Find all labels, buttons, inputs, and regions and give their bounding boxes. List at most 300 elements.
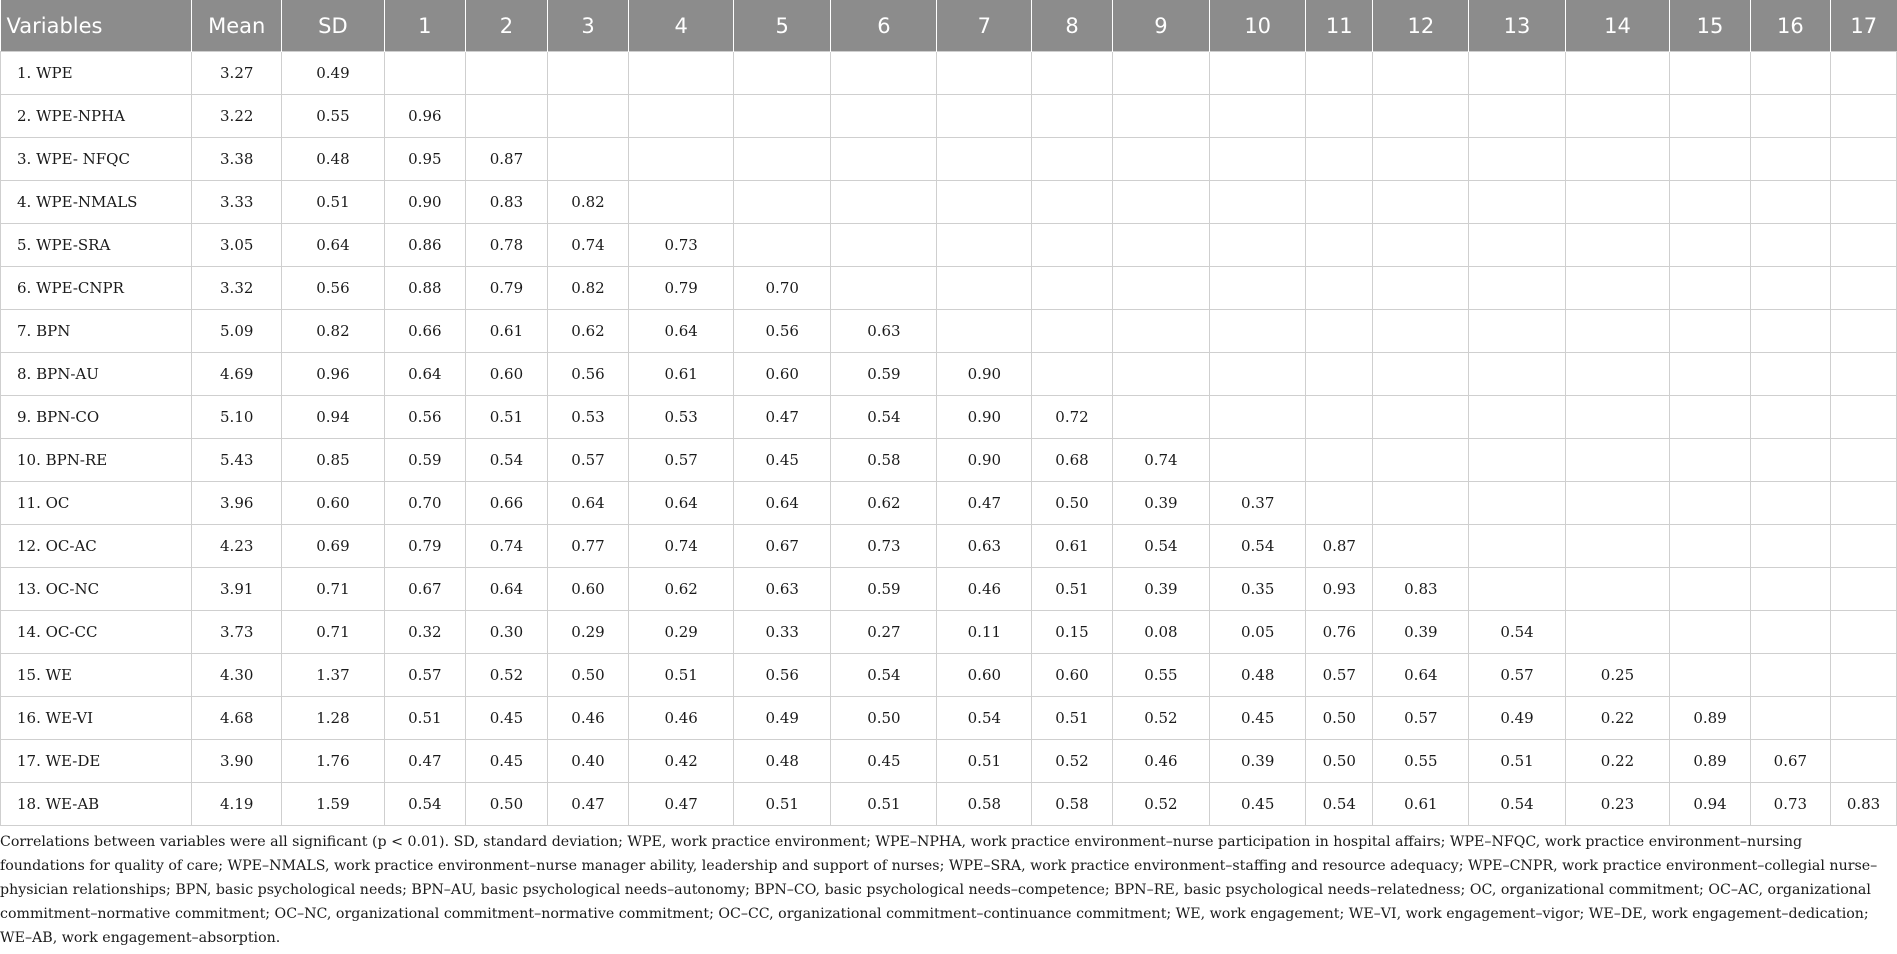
empty-cell	[1831, 181, 1897, 224]
empty-cell	[1750, 654, 1830, 697]
empty-cell	[1373, 138, 1469, 181]
empty-cell	[1306, 439, 1373, 482]
sd-value: 0.85	[282, 439, 384, 482]
sd-value: 0.64	[282, 224, 384, 267]
correlation-cell: 0.83	[1373, 568, 1469, 611]
correlation-cell: 0.05	[1210, 611, 1306, 654]
empty-cell	[1032, 310, 1112, 353]
empty-cell	[1373, 525, 1469, 568]
empty-cell	[1670, 568, 1750, 611]
correlation-cell: 0.45	[1210, 697, 1306, 740]
correlation-cell: 0.89	[1670, 697, 1750, 740]
correlation-cell: 0.46	[937, 568, 1032, 611]
correlation-cell: 0.30	[466, 611, 548, 654]
empty-cell	[1565, 353, 1670, 396]
correlation-cell: 0.58	[1032, 783, 1112, 826]
correlation-cell: 0.82	[547, 181, 629, 224]
header-col-7: 7	[937, 0, 1032, 52]
header-col-9: 9	[1112, 0, 1209, 52]
table-row	[1, 52, 1897, 95]
correlation-cell: 0.54	[1112, 525, 1209, 568]
empty-cell	[1670, 353, 1750, 396]
empty-cell	[1831, 267, 1897, 310]
correlation-cell: 0.57	[1469, 654, 1565, 697]
correlation-cell: 0.90	[384, 181, 466, 224]
correlation-cell: 0.76	[1306, 611, 1373, 654]
sd-value: 0.82	[282, 310, 384, 353]
empty-cell	[1112, 310, 1209, 353]
empty-cell	[937, 224, 1032, 267]
correlation-cell: 0.47	[734, 396, 831, 439]
mean-value: 3.32	[192, 267, 282, 310]
empty-cell	[937, 310, 1032, 353]
correlation-cell: 0.46	[547, 697, 629, 740]
empty-cell	[1373, 52, 1469, 95]
table-row	[1, 310, 1897, 353]
correlation-cell: 0.51	[831, 783, 937, 826]
correlation-cell: 0.93	[1306, 568, 1373, 611]
empty-cell	[1373, 310, 1469, 353]
table-footnote: Correlations between variables were all significant (p < 0.01). SD, standard deviation; WPE, work practice environment; WPE–NPHA, work practice environment–nurse participation in hospital affairs; WPE–NFQC, work practice environment–nursing foundations for quality of care; WPE–NMALS, work practice environment–nurse manager ability, leadership and support of nurses; WPE–SRA, work practice environment–staffing and resource adequacy; WPE–CNPR, work practice environment–collegial nurse–physician relationships; BPN, basic psychological needs; BPN–AU, basic psychological needs–autonomy; BPN–CO, basic psychological needs–competence; BPN–RE, basic psychological needs–relatedness; OC, organizational commitment; OC–AC, organizational commitment–normative commitment; OC–NC, organizational commitment–normative commitment; OC–CC, organizational commitment–continuance commitment; WE, work engagement; WE–VI, work engagement–vigor; WE–DE, work engagement–dedication; WE–AB, work engagement–absorption.	[0, 834, 1878, 946]
empty-cell	[1831, 138, 1897, 181]
empty-cell	[1670, 138, 1750, 181]
correlation-cell: 0.23	[1565, 783, 1670, 826]
empty-cell	[1565, 224, 1670, 267]
empty-cell	[1032, 353, 1112, 396]
empty-cell	[547, 95, 629, 138]
empty-cell	[1373, 224, 1469, 267]
table-row	[1, 396, 1897, 439]
empty-cell	[1831, 224, 1897, 267]
correlation-cell: 0.52	[1112, 783, 1209, 826]
correlation-cell: 0.56	[734, 310, 831, 353]
correlation-cell: 0.56	[734, 654, 831, 697]
header-col-10: 10	[1210, 0, 1306, 52]
empty-cell	[831, 181, 937, 224]
variable-label: 16. WE-VI	[1, 697, 192, 740]
empty-cell	[937, 95, 1032, 138]
empty-cell	[1032, 224, 1112, 267]
variable-label: 5. WPE-SRA	[1, 224, 192, 267]
correlation-cell: 0.32	[384, 611, 466, 654]
variable-label: 10. BPN-RE	[1, 439, 192, 482]
empty-cell	[831, 52, 937, 95]
empty-cell	[831, 224, 937, 267]
correlation-cell: 0.08	[1112, 611, 1209, 654]
table-row	[1, 138, 1897, 181]
empty-cell	[1750, 181, 1830, 224]
empty-cell	[1373, 439, 1469, 482]
empty-cell	[1670, 654, 1750, 697]
variable-label: 9. BPN-CO	[1, 396, 192, 439]
correlation-cell: 0.64	[629, 310, 734, 353]
header-col-13: 13	[1469, 0, 1565, 52]
correlation-cell: 0.63	[831, 310, 937, 353]
header-col-8: 8	[1032, 0, 1112, 52]
mean-value: 4.69	[192, 353, 282, 396]
empty-cell	[1306, 138, 1373, 181]
correlation-cell: 0.45	[1210, 783, 1306, 826]
correlation-cell: 0.87	[466, 138, 548, 181]
header-col-2: 2	[466, 0, 548, 52]
empty-cell	[1373, 267, 1469, 310]
correlation-cell: 0.64	[547, 482, 629, 525]
empty-cell	[1670, 482, 1750, 525]
empty-cell	[1670, 439, 1750, 482]
empty-cell	[1750, 396, 1830, 439]
correlation-cell: 0.88	[384, 267, 466, 310]
empty-cell	[1112, 353, 1209, 396]
empty-cell	[1565, 138, 1670, 181]
table-row	[1, 740, 1897, 783]
empty-cell	[1565, 439, 1670, 482]
correlation-cell: 0.95	[384, 138, 466, 181]
correlation-cell: 0.11	[937, 611, 1032, 654]
correlation-cell: 0.47	[547, 783, 629, 826]
empty-cell	[1469, 138, 1565, 181]
correlation-cell: 0.39	[1373, 611, 1469, 654]
empty-cell	[1565, 568, 1670, 611]
correlation-cell: 0.64	[629, 482, 734, 525]
correlation-cell: 0.51	[937, 740, 1032, 783]
variable-label: 12. OC-AC	[1, 525, 192, 568]
mean-value: 3.91	[192, 568, 282, 611]
correlation-cell: 0.39	[1210, 740, 1306, 783]
variable-label: 4. WPE-NMALS	[1, 181, 192, 224]
sd-value: 0.69	[282, 525, 384, 568]
correlation-cell: 0.63	[937, 525, 1032, 568]
sd-value: 0.71	[282, 611, 384, 654]
empty-cell	[1670, 267, 1750, 310]
mean-value: 4.23	[192, 525, 282, 568]
correlation-cell: 0.67	[734, 525, 831, 568]
header-col-11: 11	[1306, 0, 1373, 52]
empty-cell	[937, 138, 1032, 181]
correlation-cell: 0.48	[1210, 654, 1306, 697]
correlation-cell: 0.56	[384, 396, 466, 439]
empty-cell	[1306, 267, 1373, 310]
empty-cell	[1112, 95, 1209, 138]
empty-cell	[1831, 396, 1897, 439]
mean-value: 5.10	[192, 396, 282, 439]
correlation-cell: 0.74	[1112, 439, 1209, 482]
correlation-cell: 0.96	[384, 95, 466, 138]
empty-cell	[1831, 95, 1897, 138]
empty-cell	[547, 138, 629, 181]
correlation-cell: 0.22	[1565, 697, 1670, 740]
empty-cell	[831, 95, 937, 138]
correlation-cell: 0.54	[384, 783, 466, 826]
correlation-cell: 0.45	[466, 740, 548, 783]
sd-value: 1.76	[282, 740, 384, 783]
correlation-cell: 0.46	[1112, 740, 1209, 783]
correlation-cell: 0.62	[831, 482, 937, 525]
empty-cell	[1750, 52, 1830, 95]
table-row	[1, 525, 1897, 568]
empty-cell	[1565, 95, 1670, 138]
variable-label: 13. OC-NC	[1, 568, 192, 611]
empty-cell	[1373, 482, 1469, 525]
correlation-cell: 0.57	[547, 439, 629, 482]
correlation-cell: 0.53	[629, 396, 734, 439]
variable-label: 8. BPN-AU	[1, 353, 192, 396]
empty-cell	[1831, 525, 1897, 568]
mean-value: 3.27	[192, 52, 282, 95]
header-col-4: 4	[629, 0, 734, 52]
empty-cell	[1469, 181, 1565, 224]
empty-cell	[1670, 224, 1750, 267]
empty-cell	[831, 138, 937, 181]
mean-value: 3.38	[192, 138, 282, 181]
header-col-17: 17	[1831, 0, 1897, 52]
empty-cell	[1831, 611, 1897, 654]
correlation-cell: 0.78	[466, 224, 548, 267]
correlation-cell: 0.54	[466, 439, 548, 482]
mean-value: 4.68	[192, 697, 282, 740]
empty-cell	[1831, 482, 1897, 525]
correlation-cell: 0.54	[937, 697, 1032, 740]
correlation-cell: 0.74	[466, 525, 548, 568]
variable-label: 3. WPE- NFQC	[1, 138, 192, 181]
empty-cell	[1831, 654, 1897, 697]
empty-cell	[1670, 52, 1750, 95]
sd-value: 0.48	[282, 138, 384, 181]
empty-cell	[1750, 568, 1830, 611]
table-row	[1, 439, 1897, 482]
correlation-cell: 0.29	[547, 611, 629, 654]
correlation-cell: 0.50	[547, 654, 629, 697]
correlation-cell: 0.74	[547, 224, 629, 267]
empty-cell	[629, 52, 734, 95]
correlation-cell: 0.72	[1032, 396, 1112, 439]
correlation-cell: 0.83	[1831, 783, 1897, 826]
empty-cell	[1306, 95, 1373, 138]
correlation-cell: 0.61	[1032, 525, 1112, 568]
header-sd: SD	[282, 0, 384, 52]
sd-value: 0.96	[282, 353, 384, 396]
correlation-cell: 0.59	[384, 439, 466, 482]
empty-cell	[1306, 482, 1373, 525]
correlation-cell: 0.48	[734, 740, 831, 783]
correlation-cell: 0.40	[547, 740, 629, 783]
variable-label: 6. WPE-CNPR	[1, 267, 192, 310]
correlation-cell: 0.27	[831, 611, 937, 654]
empty-cell	[1210, 224, 1306, 267]
variable-label: 14. OC-CC	[1, 611, 192, 654]
header-col-14: 14	[1565, 0, 1670, 52]
correlation-cell: 0.51	[1032, 568, 1112, 611]
mean-value: 3.90	[192, 740, 282, 783]
correlation-cell: 0.51	[1469, 740, 1565, 783]
correlation-cell: 0.60	[547, 568, 629, 611]
correlation-cell: 0.64	[466, 568, 548, 611]
correlation-cell: 0.73	[831, 525, 937, 568]
empty-cell	[629, 138, 734, 181]
correlation-cell: 0.52	[1032, 740, 1112, 783]
correlation-cell: 0.58	[937, 783, 1032, 826]
correlation-cell: 0.67	[384, 568, 466, 611]
header-col-5: 5	[734, 0, 831, 52]
table-row	[1, 482, 1897, 525]
correlation-cell: 0.54	[1210, 525, 1306, 568]
empty-cell	[1670, 95, 1750, 138]
empty-cell	[1112, 224, 1209, 267]
sd-value: 0.94	[282, 396, 384, 439]
empty-cell	[937, 52, 1032, 95]
empty-cell	[629, 181, 734, 224]
empty-cell	[1750, 353, 1830, 396]
mean-value: 3.96	[192, 482, 282, 525]
correlation-cell: 0.52	[1112, 697, 1209, 740]
header-col-16: 16	[1750, 0, 1830, 52]
table-row	[1, 95, 1897, 138]
empty-cell	[1670, 310, 1750, 353]
correlation-cell: 0.25	[1565, 654, 1670, 697]
correlation-cell: 0.53	[547, 396, 629, 439]
empty-cell	[1469, 267, 1565, 310]
empty-cell	[1469, 396, 1565, 439]
sd-value: 1.28	[282, 697, 384, 740]
table-row	[1, 267, 1897, 310]
empty-cell	[1032, 95, 1112, 138]
empty-cell	[1210, 181, 1306, 224]
empty-cell	[1565, 611, 1670, 654]
correlation-cell: 0.70	[384, 482, 466, 525]
correlation-cell: 0.67	[1750, 740, 1830, 783]
table-row	[1, 654, 1897, 697]
empty-cell	[1112, 138, 1209, 181]
empty-cell	[1565, 482, 1670, 525]
correlation-cell: 0.45	[466, 697, 548, 740]
correlation-cell: 0.54	[831, 654, 937, 697]
correlation-cell: 0.90	[937, 353, 1032, 396]
empty-cell	[1469, 310, 1565, 353]
empty-cell	[1831, 568, 1897, 611]
correlation-cell: 0.49	[1469, 697, 1565, 740]
correlation-cell: 0.45	[831, 740, 937, 783]
correlation-cell: 0.51	[384, 697, 466, 740]
correlation-cell: 0.15	[1032, 611, 1112, 654]
correlation-cell: 0.82	[547, 267, 629, 310]
empty-cell	[734, 138, 831, 181]
empty-cell	[1469, 439, 1565, 482]
correlation-cell: 0.57	[384, 654, 466, 697]
empty-cell	[1306, 224, 1373, 267]
empty-cell	[1831, 310, 1897, 353]
header-variables: Variables	[1, 0, 192, 52]
correlation-cell: 0.57	[1373, 697, 1469, 740]
correlation-cell: 0.87	[1306, 525, 1373, 568]
sd-value: 1.59	[282, 783, 384, 826]
empty-cell	[1210, 267, 1306, 310]
correlation-cell: 0.74	[629, 525, 734, 568]
correlation-cell: 0.59	[831, 568, 937, 611]
empty-cell	[1306, 310, 1373, 353]
empty-cell	[1210, 353, 1306, 396]
empty-cell	[831, 267, 937, 310]
empty-cell	[1306, 52, 1373, 95]
sd-value: 1.37	[282, 654, 384, 697]
empty-cell	[1032, 138, 1112, 181]
empty-cell	[1306, 353, 1373, 396]
variable-label: 1. WPE	[1, 52, 192, 95]
correlation-cell: 0.57	[629, 439, 734, 482]
correlation-cell: 0.50	[1306, 697, 1373, 740]
empty-cell	[1670, 611, 1750, 654]
correlation-cell: 0.22	[1565, 740, 1670, 783]
variable-label: 15. WE	[1, 654, 192, 697]
correlation-cell: 0.79	[629, 267, 734, 310]
correlation-cell: 0.68	[1032, 439, 1112, 482]
variable-label: 11. OC	[1, 482, 192, 525]
correlation-cell: 0.39	[1112, 568, 1209, 611]
empty-cell	[1831, 740, 1897, 783]
mean-value: 4.19	[192, 783, 282, 826]
empty-cell	[1750, 611, 1830, 654]
correlation-cell: 0.73	[629, 224, 734, 267]
correlation-cell: 0.63	[734, 568, 831, 611]
correlation-cell: 0.49	[734, 697, 831, 740]
header-col-15: 15	[1670, 0, 1750, 52]
empty-cell	[1032, 267, 1112, 310]
sd-value: 0.49	[282, 52, 384, 95]
empty-cell	[1469, 52, 1565, 95]
empty-cell	[1565, 525, 1670, 568]
correlation-cell: 0.62	[547, 310, 629, 353]
empty-cell	[1032, 181, 1112, 224]
empty-cell	[1306, 396, 1373, 439]
mean-value: 3.33	[192, 181, 282, 224]
correlation-cell: 0.45	[734, 439, 831, 482]
empty-cell	[466, 52, 548, 95]
correlation-cell: 0.66	[466, 482, 548, 525]
correlation-cell: 0.94	[1670, 783, 1750, 826]
correlation-cell: 0.55	[1373, 740, 1469, 783]
table-row	[1, 353, 1897, 396]
variable-label: 7. BPN	[1, 310, 192, 353]
correlation-cell: 0.39	[1112, 482, 1209, 525]
empty-cell	[1831, 353, 1897, 396]
correlation-cell: 0.46	[629, 697, 734, 740]
empty-cell	[1210, 52, 1306, 95]
correlation-cell: 0.60	[1032, 654, 1112, 697]
correlation-cell: 0.66	[384, 310, 466, 353]
table-row	[1, 611, 1897, 654]
correlation-cell: 0.83	[466, 181, 548, 224]
correlation-cell: 0.90	[937, 396, 1032, 439]
correlation-cell: 0.64	[734, 482, 831, 525]
correlation-cell: 0.54	[1306, 783, 1373, 826]
empty-cell	[1469, 95, 1565, 138]
empty-cell	[1469, 525, 1565, 568]
correlation-cell: 0.35	[1210, 568, 1306, 611]
empty-cell	[1032, 52, 1112, 95]
correlation-cell: 0.52	[466, 654, 548, 697]
header-row	[1, 0, 1897, 52]
empty-cell	[1112, 267, 1209, 310]
empty-cell	[1670, 525, 1750, 568]
sd-value: 0.60	[282, 482, 384, 525]
empty-cell	[734, 95, 831, 138]
empty-cell	[734, 181, 831, 224]
empty-cell	[1670, 396, 1750, 439]
correlation-cell: 0.54	[831, 396, 937, 439]
correlation-cell: 0.61	[629, 353, 734, 396]
correlation-cell: 0.62	[629, 568, 734, 611]
correlation-cell: 0.29	[629, 611, 734, 654]
empty-cell	[1373, 353, 1469, 396]
empty-cell	[1210, 439, 1306, 482]
